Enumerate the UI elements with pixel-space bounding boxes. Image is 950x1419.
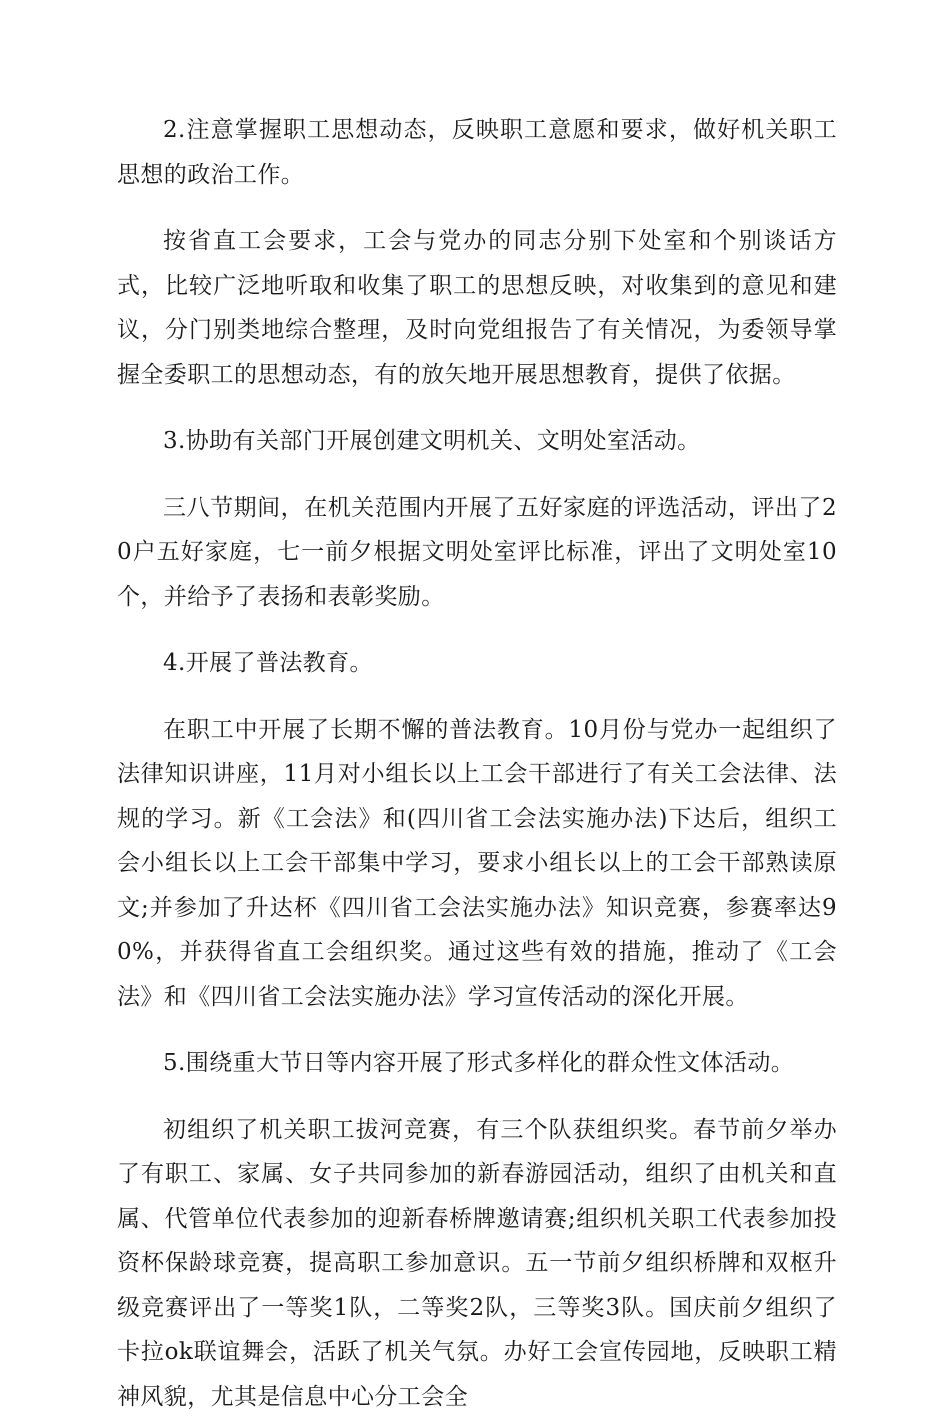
body-paragraph: 初组织了机关职工拔河竞赛，有三个队获组织奖。春节前夕举办了有职工、家属、女子共同参加的新春游园活动，组织了由机关和直属、代管单位代表参加的迎新春桥牌邀请赛;组织机关职工代表参加投资杯保龄球竞赛，提高职工参加意识。五一节前夕组织桥牌和双枢升级竞赛评出了一等奖1队，二等奖2队，三等奖3队。国庆前夕组织了卡拉ok联谊舞会，活跃了机关气氛。办好工会宣传园地，反映职工精神风貌，尤其是信息中心分工会全 [117, 1108, 837, 1419]
body-paragraph: 三八节期间，在机关范围内开展了五好家庭的评选活动，评出了20户五好家庭，七一前夕根据文明处室评比标准，评出了文明处室10个，并给予了表扬和表彰奖励。 [117, 486, 837, 620]
body-paragraph: 在职工中开展了长期不懈的普法教育。10月份与党办一起组织了法律知识讲座，11月对小组长以上工会干部进行了有关工会法律、法规的学习。新《工会法》和(四川省工会法实施办法)下达后，组织工会小组长以上工会干部集中学习，要求小组长以上的工会干部熟读原文;并参加了升达杯《四川省工会法实施办法》知识竞赛，参赛率达90%，并获得省直工会组织奖。通过这些有效的措施，推动了《工会法》和《四川省工会法实施办法》学习宣传活动的深化开展。 [117, 708, 837, 1020]
section-heading-2: 2.注意掌握职工思想动态，反映职工意愿和要求，做好机关职工思想的政治工作。 [117, 108, 837, 197]
section-heading-3: 3.协助有关部门开展创建文明机关、文明处室活动。 [117, 419, 837, 464]
section-heading-4: 4.开展了普法教育。 [117, 641, 837, 686]
document-page [117, 108, 837, 1419]
body-paragraph: 按省直工会要求，工会与党办的同志分别下处室和个别谈话方式，比较广泛地听取和收集了职工的思想反映，对收集到的意见和建议，分门别类地综合整理，及时向党组报告了有关情况，为委领导掌握全委职工的思想动态，有的放矢地开展思想教育，提供了依据。 [117, 219, 837, 397]
section-heading-5: 5.围绕重大节日等内容开展了形式多样化的群众性文体活动。 [117, 1041, 837, 1086]
